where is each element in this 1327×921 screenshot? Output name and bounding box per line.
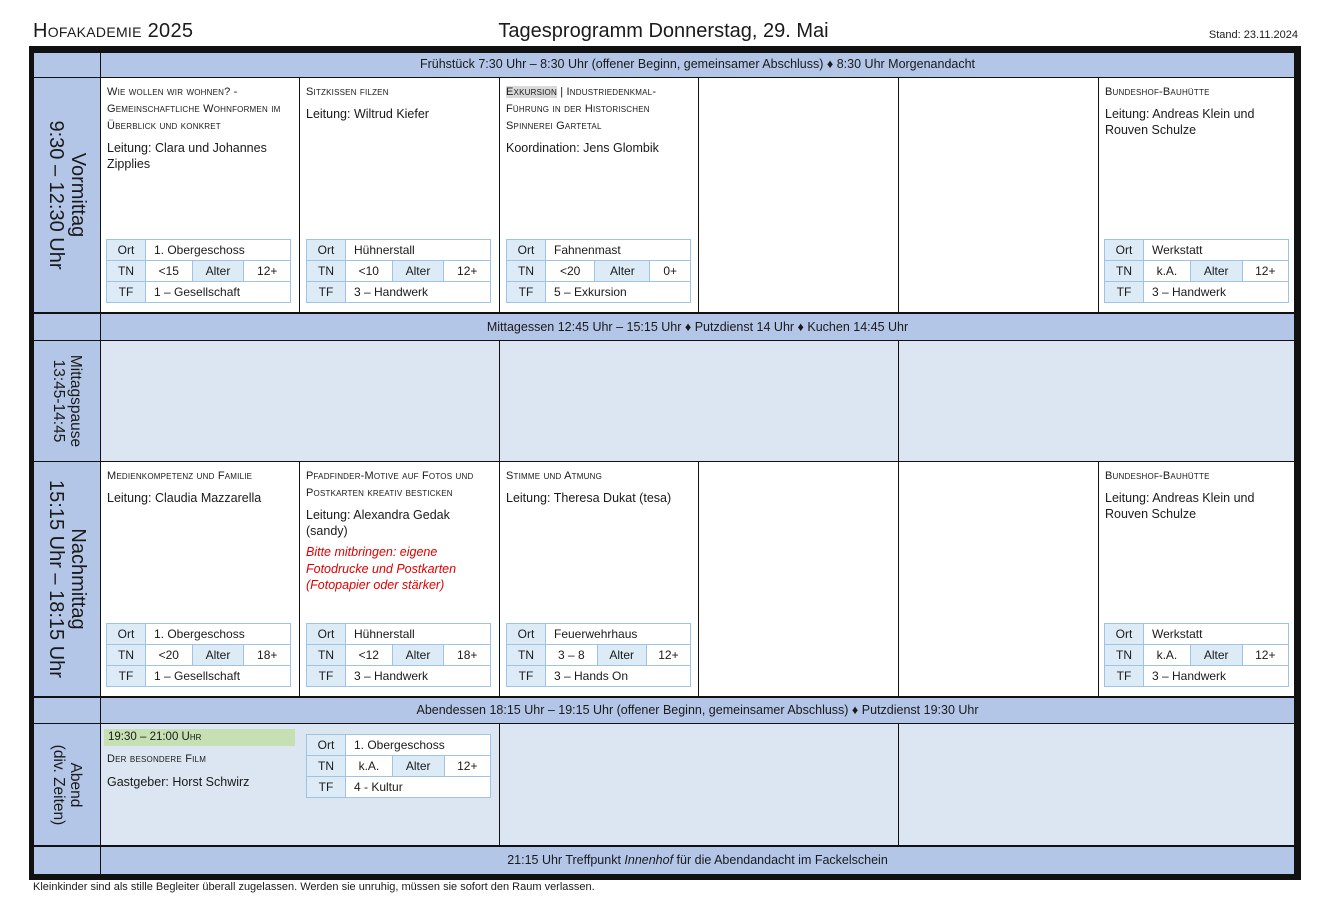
morning-info-3 [506,239,691,303]
alter-label: Alter [392,261,444,282]
tn-label: TN [1105,261,1144,282]
tf-value: 3 – Hands On [546,666,691,687]
tn-label: TN [1105,645,1144,666]
afternoon-empty-5 [899,462,1098,696]
tf-label: TF [507,666,546,687]
morning-info-1 [106,239,291,303]
ort-value: Hühnerstall [346,240,491,261]
tf-label: TF [1105,666,1144,687]
ort-value: Fahnenmast [546,240,691,261]
afternoon-side-label [34,462,100,696]
session-title: Bundeshof-Bauhütte [1105,86,1210,98]
afternoon-time: 15:15 Uhr – 18:15 Uhr [45,480,67,678]
tn-value: <12 [346,645,393,666]
alter-label: Alter [192,645,244,666]
session-lead: Leitung: Alexandra Gedak (sandy) [306,508,450,538]
ort-value: 1. Obergeschoss [346,735,491,756]
morning-empty-5 [899,78,1098,312]
session-note: Bitte mitbringen: eigene Fotodrucke und Postkarten (Fotopapier oder stärker) [306,545,457,592]
tf-label: TF [507,282,546,303]
evening-side-label [34,724,100,845]
alter-label: Alter [392,645,444,666]
ort-label: Ort [107,624,146,645]
session-title-highlight: Exkursion [506,86,557,98]
tf-label: TF [107,282,146,303]
tf-label: TF [1105,282,1144,303]
session-title: Stimme und Atmung [506,470,603,482]
tf-value: 3 – Handwerk [346,282,491,303]
ort-label: Ort [1105,240,1144,261]
lunchbreak-time: 13:45-14:45 [50,359,67,443]
tf-label: TF [307,777,346,798]
session-lead: Leitung: Andreas Klein und Rouven Schulze [1105,107,1255,137]
session-title: Medienkompetenz und Familie [107,470,253,482]
page-title: Tagesprogramm Donnerstag, 29. Mai [498,20,829,42]
tn-value: <20 [546,261,595,282]
alter-value: 12+ [646,645,690,666]
tn-label: TN [107,645,146,666]
evening-title: Der besondere Film [107,753,207,765]
alter-value: 0+ [650,261,691,282]
alter-label: Alter [595,261,650,282]
alter-value: 12+ [244,261,291,282]
ort-value: Feuerwehrhaus [546,624,691,645]
tf-label: TF [107,666,146,687]
tf-value: 1 – Gesellschaft [146,666,291,687]
tn-value: k.A. [346,756,393,777]
alter-label: Alter [1190,645,1242,666]
alter-value: 12+ [444,261,491,282]
afternoon-info-6 [1104,623,1289,687]
alter-value: 12+ [444,756,490,777]
afternoon-info-1 [106,623,291,687]
session-lead: Leitung: Clara und Johannes Zipplies [107,141,267,171]
lunch-band: Mittagessen 12:45 Uhr – 15:15 Uhr ♦ Putzdienst 14 Uhr ♦ Kuchen 14:45 Uhr [101,314,1294,340]
tf-label: TF [307,666,346,687]
session-title-rest: | Industriedenkmal-Führung in der Historischen Spinnerei Gartetal [506,86,657,132]
closing-text-pre: 21:15 Uhr Treffpunkt [507,853,625,867]
alter-label: Alter [597,645,646,666]
afternoon-info-3 [506,623,691,687]
session-title: Sitzkissen filzen [306,86,389,98]
alter-value: 18+ [444,645,491,666]
tn-label: TN [507,645,546,666]
tn-value: 3 – 8 [546,645,598,666]
closing-band [101,847,1294,874]
status-date: Stand: 23.11.2024 [1208,29,1298,41]
evening-lead: Gastgeber: Horst Schwirz [107,775,250,789]
tn-label: TN [307,261,346,282]
tn-value: <15 [146,261,193,282]
footer-note: Kleinkinder sind als stille Begleiter überall zugelassen. Werden sie unruhig, müssen sie sofort den Raum verlassen. [33,881,595,893]
morning-empty-4 [699,78,898,312]
ort-value: Hühnerstall [346,624,491,645]
afternoon-info-2 [306,623,491,687]
lunchbreak-label: Mittagspause [67,354,84,448]
afternoon-empty-4 [699,462,898,696]
tn-value: <10 [346,261,393,282]
session-title: Pfadfinder-Motive auf Fotos und Postkarten kreativ besticken [306,470,474,499]
session-lead: Leitung: Andreas Klein und Rouven Schulze [1105,491,1255,521]
tn-label: TN [307,756,346,777]
session-title [506,84,692,135]
morning-info-2 [306,239,491,303]
ort-label: Ort [307,624,346,645]
tn-label: TN [507,261,546,282]
session-lead: Leitung: Claudia Mazzarella [107,491,262,505]
dinner-band-side [34,698,100,723]
closing-band-side [34,847,100,874]
session-title: Bundeshof-Bauhütte [1105,470,1210,482]
evening-info [306,734,491,798]
tf-value: 1 – Gesellschaft [146,282,291,303]
breakfast-band-side [34,53,100,77]
lunchbreak-side-label [34,341,100,461]
evening-label: Abend [67,762,84,807]
ort-value: Werkstatt [1144,624,1289,645]
session-lead: Leitung: Theresa Dukat (tesa) [506,491,672,505]
ort-value: 1. Obergeschoss [146,240,291,261]
afternoon-label: Nachmittag [67,528,89,630]
closing-text-place: Innenhof [624,853,674,867]
tf-value: 3 – Handwerk [346,666,491,687]
morning-time: 9:30 – 12:30 Uhr [45,120,67,270]
tn-label: TN [307,645,346,666]
evening-slot-3 [899,724,1294,845]
morning-info-6 [1104,239,1289,303]
tf-label: TF [307,282,346,303]
breakfast-band: Frühstück 7:30 Uhr – 8:30 Uhr (offener Beginn, gemeinsamer Abschluss) ♦ 8:30 Uhr Morgenandacht [101,53,1294,77]
alter-value: 12+ [1242,645,1288,666]
closing-text-post: für die Abendandacht im Fackelschein [673,853,888,867]
ort-label: Ort [307,735,346,756]
tf-value: 3 – Handwerk [1144,282,1289,303]
lunchbreak-slot-3 [899,341,1294,461]
ort-label: Ort [1105,624,1144,645]
tn-value: k.A. [1144,261,1191,282]
ort-label: Ort [507,240,546,261]
ort-value: Werkstatt [1144,240,1289,261]
morning-side-label [34,78,100,312]
header-left-title: Hofakademie 2025 [33,20,194,42]
tn-label: TN [107,261,146,282]
ort-label: Ort [107,240,146,261]
lunchbreak-slot-2 [500,341,898,461]
alter-label: Alter [1190,261,1242,282]
evening-time: (div. Zeiten) [50,744,67,825]
evening-time-highlight: 19:30 – 21:00 Uhr [104,729,295,746]
tn-value: <20 [146,645,193,666]
tf-value: 5 – Exkursion [546,282,691,303]
session-lead: Leitung: Wiltrud Kiefer [306,107,429,121]
dinner-band: Abendessen 18:15 Uhr – 19:15 Uhr (offener Beginn, gemeinsamer Abschluss) ♦ Putzdienst 19:30 Uhr [101,698,1294,723]
lunchbreak-slot-1 [101,341,499,461]
ort-label: Ort [507,624,546,645]
morning-label: Vormittag [67,152,89,238]
alter-value: 18+ [244,645,291,666]
alter-label: Alter [192,261,244,282]
ort-label: Ort [307,240,346,261]
tf-value: 4 - Kultur [346,777,491,798]
session-title: Wie wollen wir wohnen? - Gemeinschaftliche Wohnformen im Überblick und konkret [107,86,281,132]
tf-value: 3 – Handwerk [1144,666,1289,687]
alter-value: 12+ [1242,261,1288,282]
session-lead: Koordination: Jens Glombik [506,141,659,155]
alter-label: Alter [392,756,444,777]
evening-slot-2 [500,724,898,845]
ort-value: 1. Obergeschoss [146,624,291,645]
lunch-band-side [34,314,100,340]
tn-value: k.A. [1144,645,1191,666]
